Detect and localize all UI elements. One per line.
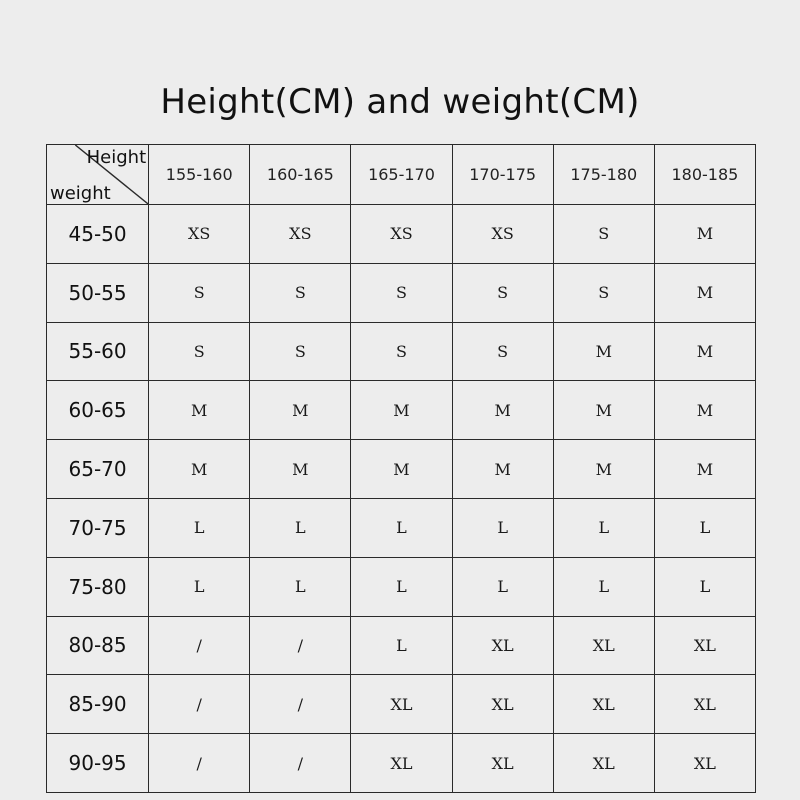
size-cell: XL [654, 734, 755, 793]
size-cell: L [250, 557, 351, 616]
size-cell: XL [452, 616, 553, 675]
size-cell: M [654, 440, 755, 499]
size-cell: / [149, 616, 250, 675]
size-cell: M [553, 381, 654, 440]
table-row [47, 263, 756, 322]
size-cell: S [250, 263, 351, 322]
table-row [47, 675, 756, 734]
size-cell: XS [250, 205, 351, 264]
size-cell: L [553, 498, 654, 557]
size-cell: / [149, 734, 250, 793]
size-cell: L [149, 557, 250, 616]
height-header: 180-185 [654, 145, 755, 205]
corner-cell [47, 145, 149, 205]
size-cell: XL [553, 734, 654, 793]
weight-header: 45-50 [47, 205, 149, 264]
size-cell: M [250, 440, 351, 499]
size-cell: L [149, 498, 250, 557]
size-cell: XL [452, 675, 553, 734]
weight-header: 55-60 [47, 322, 149, 381]
weight-header: 60-65 [47, 381, 149, 440]
height-header: 175-180 [553, 145, 654, 205]
size-cell: XL [654, 616, 755, 675]
header-row [47, 145, 756, 205]
size-cell: M [149, 381, 250, 440]
size-cell: XL [351, 734, 452, 793]
size-cell: M [452, 440, 553, 499]
size-cell: / [250, 616, 351, 675]
height-header: 165-170 [351, 145, 452, 205]
size-cell: XS [452, 205, 553, 264]
table-body [47, 205, 756, 793]
size-cell: XL [452, 734, 553, 793]
size-cell: M [351, 381, 452, 440]
size-cell: L [351, 498, 452, 557]
table-row [47, 557, 756, 616]
size-cell: S [149, 263, 250, 322]
corner-height-label: Height [86, 147, 147, 168]
size-cell: L [553, 557, 654, 616]
weight-header: 90-95 [47, 734, 149, 793]
weight-header: 85-90 [47, 675, 149, 734]
weight-header: 65-70 [47, 440, 149, 499]
corner-weight-label: weight [50, 183, 111, 204]
size-cell: S [452, 263, 553, 322]
size-cell: M [149, 440, 250, 499]
table-row [47, 498, 756, 557]
size-cell: S [149, 322, 250, 381]
size-cell: S [553, 205, 654, 264]
height-header: 170-175 [452, 145, 553, 205]
size-cell: L [452, 498, 553, 557]
size-cell: L [654, 557, 755, 616]
size-cell: M [351, 440, 452, 499]
height-header: 160-165 [250, 145, 351, 205]
size-cell: L [351, 616, 452, 675]
size-cell: / [149, 675, 250, 734]
size-cell: S [351, 322, 452, 381]
size-cell: M [654, 322, 755, 381]
size-cell: / [250, 675, 351, 734]
size-cell: L [654, 498, 755, 557]
size-cell: L [452, 557, 553, 616]
size-cell: XL [553, 675, 654, 734]
table-row [47, 734, 756, 793]
size-cell: XL [351, 675, 452, 734]
weight-header: 80-85 [47, 616, 149, 675]
weight-header: 50-55 [47, 263, 149, 322]
size-cell: XL [553, 616, 654, 675]
size-cell: S [351, 263, 452, 322]
size-cell: M [553, 322, 654, 381]
table-row [47, 205, 756, 264]
size-cell: XS [149, 205, 250, 264]
weight-header: 75-80 [47, 557, 149, 616]
size-cell: L [250, 498, 351, 557]
height-header: 155-160 [149, 145, 250, 205]
table-row [47, 322, 756, 381]
table-row [47, 381, 756, 440]
size-cell: S [553, 263, 654, 322]
size-cell: M [654, 263, 755, 322]
size-cell: M [654, 381, 755, 440]
size-cell: M [250, 381, 351, 440]
size-cell: S [250, 322, 351, 381]
size-cell: / [250, 734, 351, 793]
size-cell: XS [351, 205, 452, 264]
size-cell: XL [654, 675, 755, 734]
page-title: Height(CM) and weight(CM) [160, 82, 640, 122]
size-cell: M [553, 440, 654, 499]
size-cell: M [452, 381, 553, 440]
size-cell: S [452, 322, 553, 381]
size-cell: M [654, 205, 755, 264]
table-row [47, 616, 756, 675]
size-chart-table [46, 144, 756, 793]
size-cell: L [351, 557, 452, 616]
table-row [47, 440, 756, 499]
weight-header: 70-75 [47, 498, 149, 557]
